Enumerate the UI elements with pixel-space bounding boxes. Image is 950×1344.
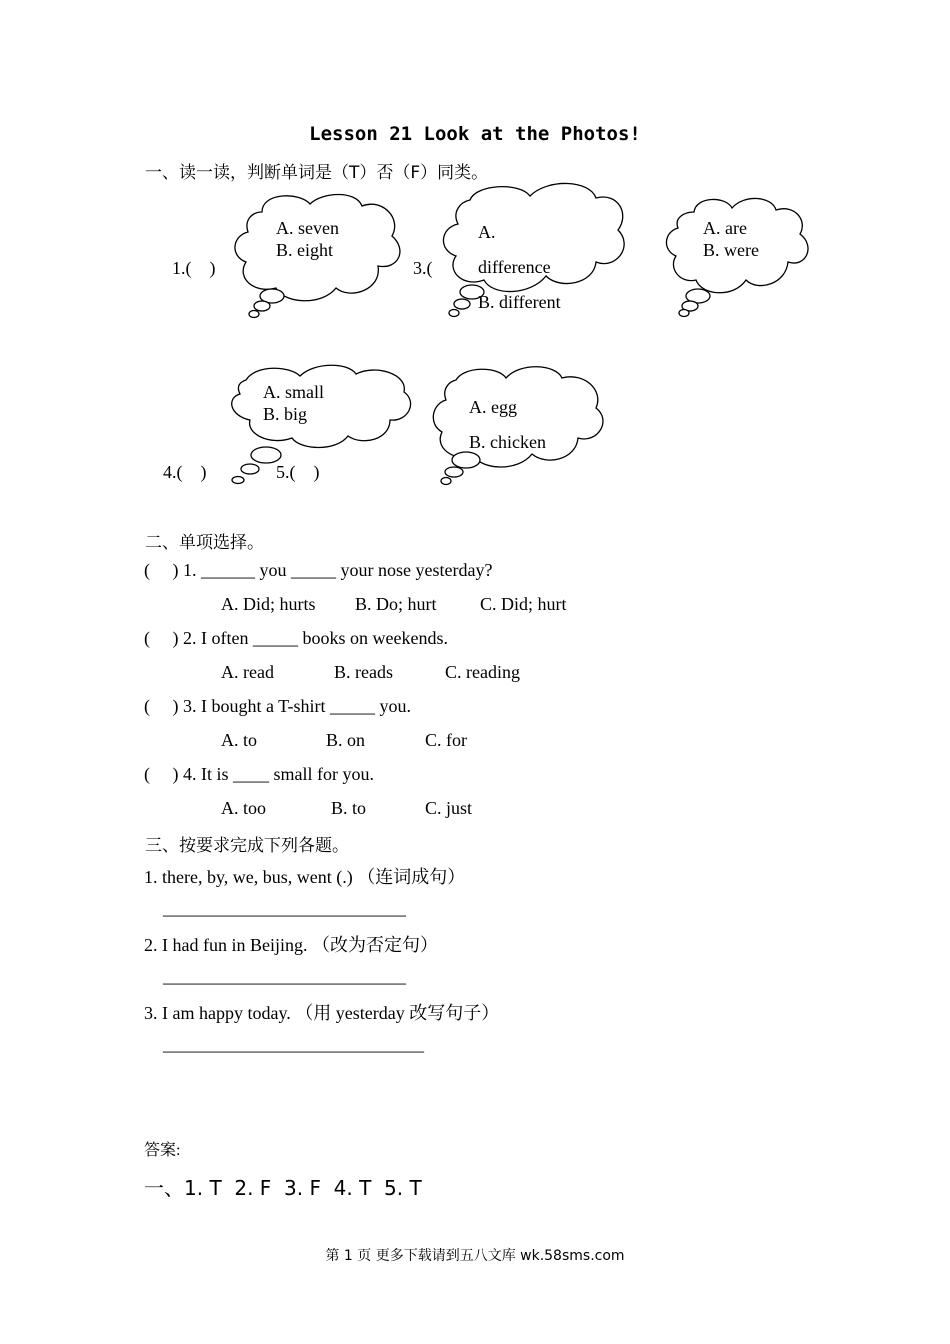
thought-dot-5b: [445, 467, 463, 477]
section1-heading: 一、读一读，判断单词是（T）否（F）同类。: [145, 163, 489, 183]
task-answer-line-2[interactable]: ___________________________: [163, 966, 406, 986]
task-question-1: 1. there, by, we, bus, went (.) （连词成句）: [144, 867, 466, 887]
thought-cloud-4: [232, 365, 411, 447]
task-answer-line-3[interactable]: _____________________________: [163, 1034, 424, 1054]
thought-dot-4c: [232, 477, 244, 484]
mc-question-3: ( ) 3. I bought a T-shirt _____ you.: [144, 696, 411, 716]
item3-option-a: A.: [478, 222, 496, 242]
thought-dot-5a: [452, 452, 480, 468]
page-title: Lesson 21 Look at the Photos!: [309, 123, 641, 145]
mc-question-2: ( ) 2. I often _____ books on weekends.: [144, 628, 448, 648]
thought-dot-4b: [241, 464, 259, 474]
thought-dot-1b: [254, 301, 270, 311]
item5-option-a: A. egg: [469, 397, 517, 417]
page-footer: 第 1 页 更多下载请到五八文库 wk.58sms.com: [325, 1248, 625, 1264]
answers-section1: 一、1. T 2. F 3. F 4. T 5. T: [144, 1176, 422, 1200]
thought-dot-1c: [249, 311, 259, 318]
mc-q2-option-c: C. reading: [445, 662, 520, 682]
thought-dot-4a: [251, 447, 281, 463]
task-question-2: 2. I had fun in Beijing. （改为否定句）: [144, 935, 438, 955]
mc-q2-option-b: B. reads: [334, 662, 393, 682]
thought-dot-2b: [454, 299, 470, 309]
thought-dot-2c: [449, 310, 459, 317]
mc-question-1: ( ) 1. ______ you _____ your nose yesterday?: [144, 560, 493, 580]
mc-q4-option-a: A. too: [221, 798, 266, 818]
mc-q3-option-a: A. to: [221, 730, 257, 750]
task-question-3: 3. I am happy today. （用 yesterday 改写句子）: [144, 1003, 500, 1023]
item1-option-a: A. seven: [276, 218, 339, 238]
answers-label: 答案:: [144, 1142, 181, 1159]
item3-option-b: B. different: [478, 292, 561, 312]
task-answer-line-1[interactable]: ___________________________: [163, 898, 406, 918]
item1-number: 1.( ): [172, 258, 216, 278]
item-are-option-b: B. were: [703, 240, 759, 260]
mc-q4-option-c: C. just: [425, 798, 473, 818]
item-are-option-a: A. are: [703, 218, 747, 238]
item5-option-b: B. chicken: [469, 432, 546, 452]
item4-option-a: A. small: [263, 382, 324, 402]
mc-q1-option-a: A. Did; hurts: [221, 594, 316, 614]
item3-option-a-word: difference: [478, 257, 551, 277]
mc-q1-option-c: C. Did; hurt: [480, 594, 567, 614]
item1-option-b: B. eight: [276, 240, 333, 260]
item3-number: 3.(: [413, 258, 433, 278]
thought-dot-3c: [679, 310, 689, 317]
mc-q2-option-a: A. read: [221, 662, 274, 682]
mc-q1-option-b: B. Do; hurt: [355, 594, 437, 614]
section2-heading: 二、单项选择。: [145, 533, 264, 553]
mc-q4-option-b: B. to: [331, 798, 367, 818]
thought-dot-5c: [441, 478, 451, 485]
mc-q3-option-c: C. for: [425, 730, 467, 750]
item4-number: 4.( ): [163, 462, 207, 482]
mc-q3-option-b: B. on: [326, 730, 366, 750]
item4-option-b: B. big: [263, 404, 308, 424]
mc-question-4: ( ) 4. It is ____ small for you.: [144, 764, 374, 784]
item5-number: 5.( ): [276, 462, 320, 482]
section3-heading: 三、按要求完成下列各题。: [145, 836, 349, 856]
